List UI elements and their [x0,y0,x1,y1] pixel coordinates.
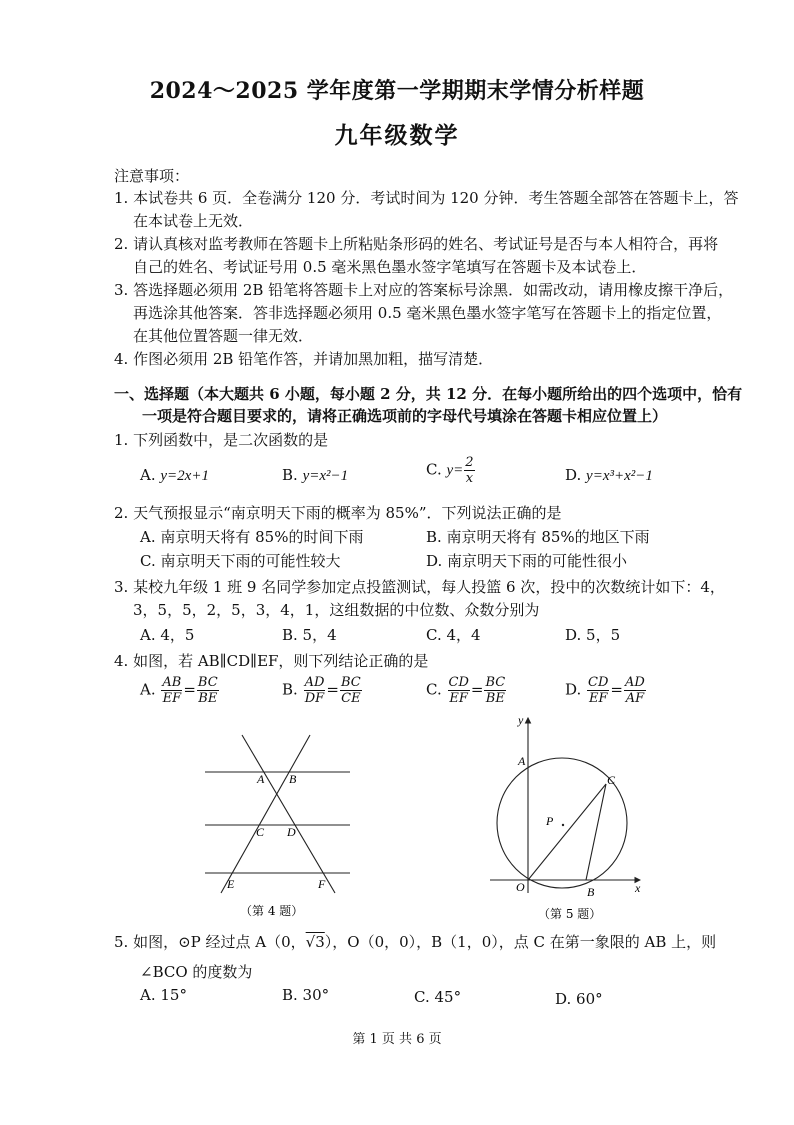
label-p: P [546,814,554,828]
q4-d-num1: CD [588,675,609,690]
transversal-1 [242,735,335,893]
q3-option-a: A. 4，5 [140,626,195,644]
figure-4-diagram [195,725,365,925]
q1-stem: 1. 下列函数中，是二次函数的是 [114,431,329,449]
q5-sqrt: √3 [305,933,325,951]
q1-option-a-label: A. [140,466,156,484]
q1-option-c [426,455,476,486]
q1-option-c-denominator: x [465,471,474,486]
label-a: A [257,772,265,786]
notice-item-2-line-2: 自己的姓名、考试证号用 0.5 毫米黑色墨水签字笔填写在答题卡及本试卷上． [133,258,647,276]
label-x: x [635,881,641,895]
q4-option-b-label: B. [282,680,298,699]
label-d: D [287,825,296,839]
exam-title: 2024～2025 学年度第一学期期末学情分析样题 [149,78,645,104]
notice-item-3-line-1: 3. 答选择题必须用 2B 铅笔将答题卡上对应的答案标号涂黑．如需改动，请用橡皮擦干净后， [114,281,734,299]
q4-option-d [565,675,647,706]
q1-option-a-expr: y=2x+1 [160,468,209,484]
notice-item-1-line-1: 1. 本试卷共 6 页．全卷满分 120 分．考试时间为 120 分钟．考生答题全部答在答题卡上，答 [114,189,739,207]
notice-item-1-line-2: 在本试卷上无效． [133,212,254,230]
notice-item-3-line-2: 再选涂其他答案．答非选择题必须用 0.5 毫米黑色墨水签字笔写在答题卡上的指定位置， [133,304,722,322]
section-heading-line-2: 一项是符合题目要求的，请将正确选项前的字母代号填涂在答题卡相应位置上） [142,407,668,425]
segment-oc [528,784,606,880]
q2-option-b: B. 南京明天将有 85%的地区下雨 [426,528,650,546]
q1-option-d [565,466,653,485]
q4-option-a-label: A. [140,680,156,699]
figure-5-diagram [480,708,650,930]
notice-item-4-line-1: 4. 作图必须用 2B 铅笔作答，并请加黑加粗，描写清楚． [114,350,494,368]
q3-stem-line-2: 3，5，5，2，5，3，4，1，这组数据的中位数、众数分别为 [133,601,540,619]
q5-option-c: C. 45° [414,988,462,1006]
label-e: E [227,877,235,891]
label-c: C [607,773,616,787]
q3-stem-line-1: 3. 某校九年级 1 班 9 名同学参加定点投篮测试，每人投篮 6 次，投中的次数统计如下：4， [114,578,725,596]
q1-option-d-expr: y=x³+x²−1 [586,468,653,484]
q4-d-den1: EF [588,691,608,706]
q4-option-d-label: D. [565,680,582,699]
q4-b-den1: DF [304,691,325,706]
q3-option-b: B. 5，4 [282,626,337,644]
label-b: B [587,885,595,899]
q4-c-eq: = [470,680,484,699]
q2-stem: 2. 天气预报显示“南京明天下雨的概率为 85%”．下列说法正确的是 [114,504,562,522]
q4-a-den1: EF [162,691,182,706]
segment-bc [586,784,606,880]
q3-option-c: C. 4，4 [426,626,481,644]
q4-b-num2: BC [340,675,361,690]
figure-4-caption: （第 4 题） [240,904,304,918]
q5-stem-line-1 [114,932,716,952]
q2-option-d: D. 南京明天下雨的可能性很小 [426,552,628,570]
transversal-2 [221,735,310,893]
q5-option-a: A. 15° [140,986,187,1004]
q4-a-num1: AB [162,675,182,690]
q4-option-b [282,675,363,706]
q2-option-a: A. 南京明天将有 85%的时间下雨 [140,528,364,546]
q4-c-den2: BE [485,691,505,706]
q4-d-eq: = [610,680,623,699]
label-f: F [318,877,326,891]
q4-option-c-label: C. [426,680,442,699]
q4-a-den2: BE [198,691,218,706]
q4-option-a [140,675,220,706]
label-b: B [289,772,297,786]
q4-c-num2: BC [485,675,506,690]
q5-stem-part-2: ），O（0，0），B（1，0），点 C 在第一象限的 AB 上，则 [324,933,717,951]
figure-5-caption: （第 5 题） [538,907,602,921]
label-y: y [518,713,524,727]
q4-option-c [426,675,507,706]
q1-option-b-expr: y=x²−1 [302,468,349,484]
q4-b-den2: CE [341,691,361,706]
label-o: O [516,880,525,894]
q1-option-d-label: D. [565,466,582,484]
q1-option-c-label: C. [426,460,442,479]
label-c: C [256,825,265,839]
notice-heading: 注意事项： [114,167,190,185]
q1-option-b [282,466,348,485]
q4-d-den2: AF [625,691,645,706]
label-a: A [518,754,526,768]
q2-option-c: C. 南京明天下雨的可能性较大 [140,552,341,570]
q1-option-c-fraction [464,455,474,486]
q4-stem: 4. 如图，若 AB∥CD∥EF，则下列结论正确的是 [114,652,429,670]
q5-stem-part-1: 5. 如图，⊙P 经过点 A（0， [114,933,306,951]
q1-option-c-numerator: 2 [465,455,474,470]
q1-option-b-label: B. [282,466,298,484]
q4-b-eq: = [326,680,339,699]
q4-d-num2: AD [625,675,645,690]
page-footer: 第 1 页 共 6 页 [352,1032,442,1047]
q5-option-b: B. 30° [282,986,330,1004]
q4-c-den1: EF [449,691,468,706]
q4-c-num1: CD [448,675,469,690]
section-heading-line-1: 一、选择题（本大题共 6 小题，每小题 2 分，共 12 分．在每小题所给出的四个选项中，恰有 [114,385,743,403]
q3-option-d: D. 5，5 [565,626,621,644]
subject-title: 九年级数学 [334,122,460,149]
q5-stem-line-2: ∠BCO 的度数为 [140,963,253,981]
q4-a-num2: BC [197,675,218,690]
notice-item-3-line-3: 在其他位置答题一律无效． [133,327,314,345]
notice-item-2-line-1: 2. 请认真核对监考教师在答题卡上所粘贴条形码的姓名、考试证号是否与本人相符合，再将 [114,235,719,253]
q4-b-num1: AD [304,675,325,690]
q1-option-c-lhs: y= [446,462,464,479]
q1-option-a [140,466,209,485]
q5-option-d: D. 60° [555,990,603,1008]
q4-a-eq: = [183,680,196,699]
center-dot [562,824,564,826]
